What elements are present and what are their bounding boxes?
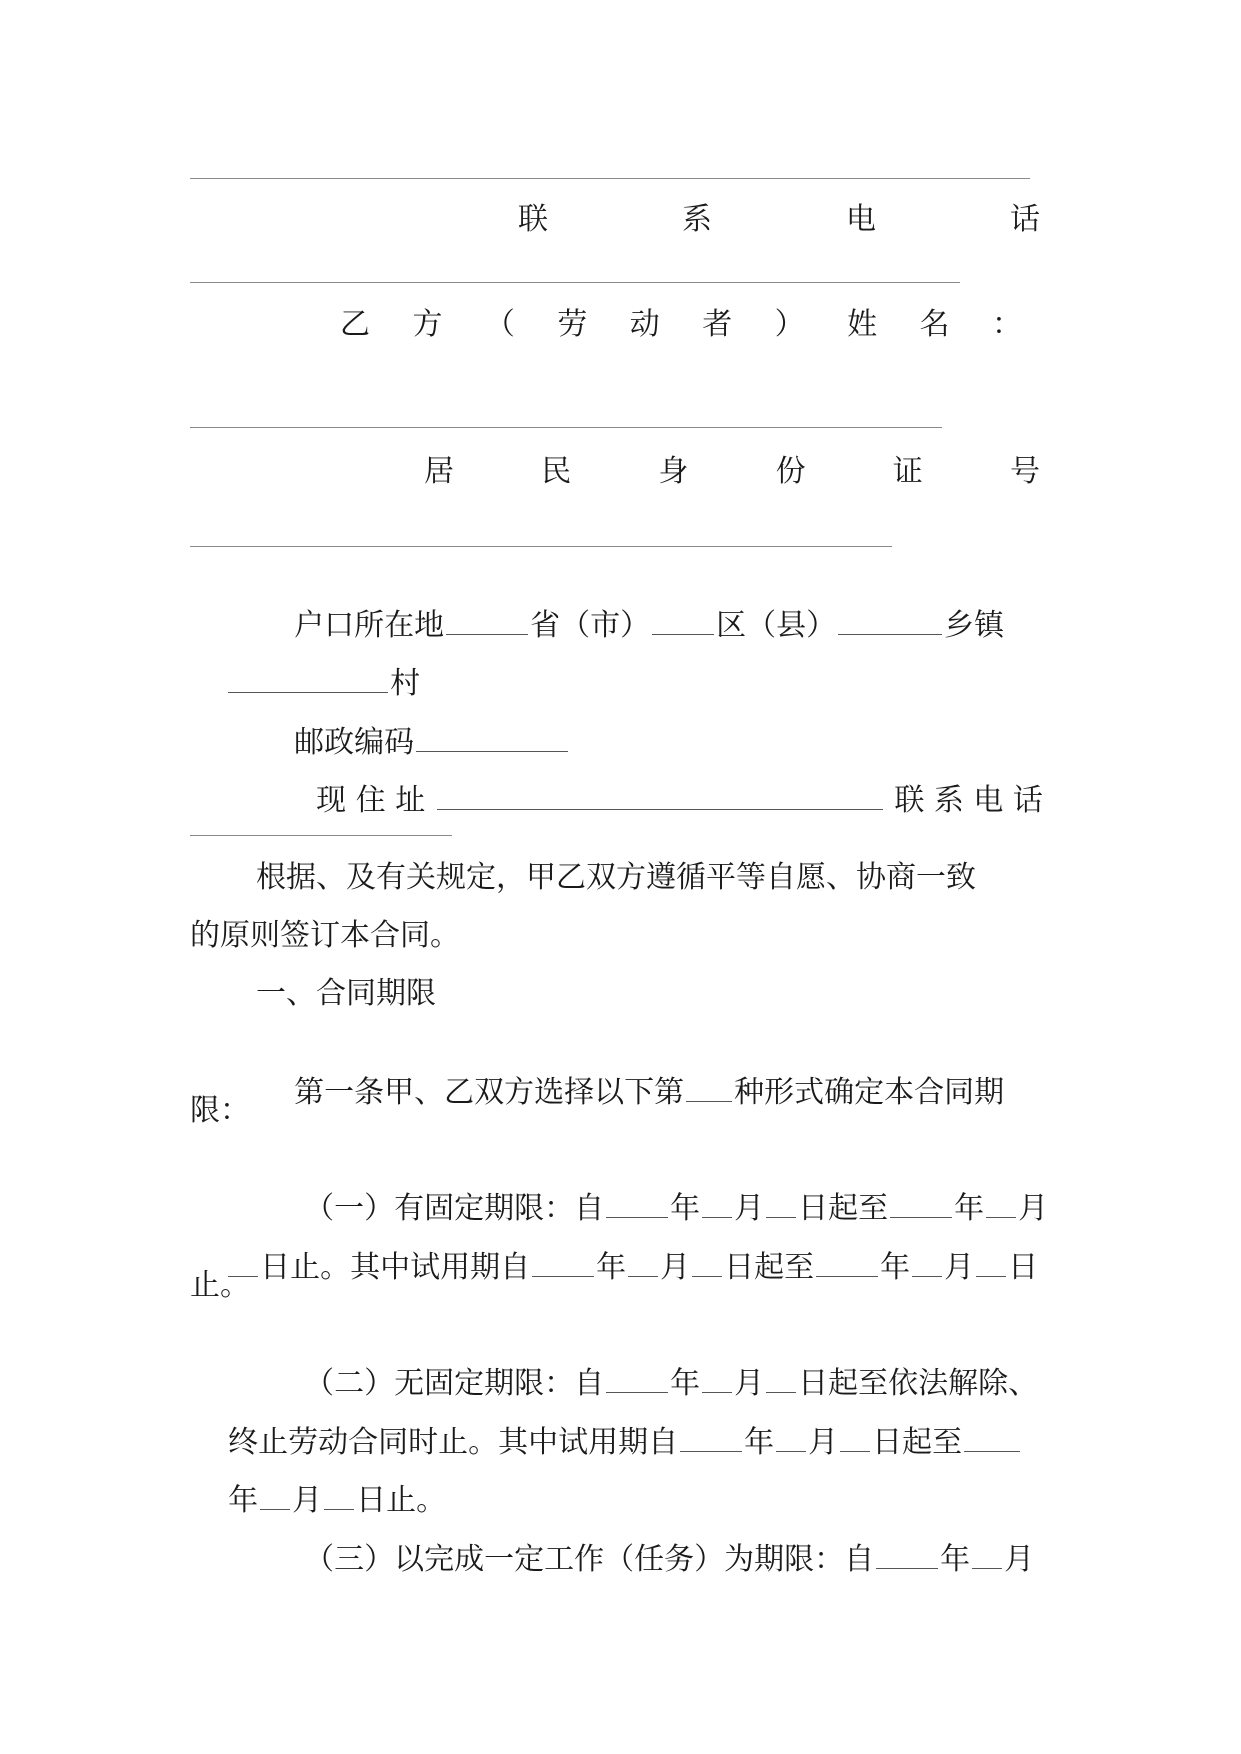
char: 名 <box>919 307 950 342</box>
year-label: 年 <box>596 1250 627 1285</box>
village-label: 村 <box>390 666 421 701</box>
hukou-label: 户口所在地 <box>294 608 445 643</box>
underline-rule <box>190 835 452 836</box>
fixed-term-line-2 <box>190 1208 1050 1285</box>
char: 话 <box>1010 202 1040 237</box>
char: 方 <box>412 307 443 342</box>
year-label: 年 <box>880 1250 911 1285</box>
underline-rule <box>190 282 960 283</box>
intro-line-2: 的原则签订本合同。 <box>190 918 460 953</box>
section-title: 一、合同期限 <box>256 976 436 1011</box>
fixed-term-line-3: 止。 <box>190 1268 250 1303</box>
article-1-line <box>256 1033 1046 1110</box>
start-year-field[interactable] <box>876 1540 938 1569</box>
contact-phone-line <box>518 200 1040 240</box>
year-label: 年 <box>670 1366 701 1401</box>
current-address-field[interactable] <box>437 781 883 810</box>
postal-code-line <box>256 683 1116 760</box>
char: 民 <box>541 454 572 489</box>
char: 系 <box>682 202 712 237</box>
year-label: 年 <box>744 1425 775 1460</box>
char: 身 <box>658 454 689 489</box>
char: 居 <box>424 454 454 489</box>
year-label: 年 <box>228 1483 259 1518</box>
char: 者 <box>702 307 733 342</box>
char: ） <box>774 307 805 342</box>
day-label: 日 <box>1008 1250 1039 1285</box>
day-from-label: 日起至 <box>872 1425 963 1460</box>
month-label: 月 <box>292 1483 323 1518</box>
char: 乙 <box>340 307 370 342</box>
article-1-prefix: 第一条甲、乙双方选择以下第 <box>294 1075 685 1110</box>
current-address-label: 现 住 址 <box>316 783 426 818</box>
month-label: 月 <box>944 1250 975 1285</box>
open-term-label: （二）无固定期限：自 <box>304 1366 605 1401</box>
year-label: 年 <box>670 1191 701 1226</box>
year-label: 年 <box>940 1542 971 1577</box>
id-number-line <box>424 452 1040 492</box>
open-term-line-3 <box>190 1441 1050 1518</box>
month-label: 月 <box>808 1425 839 1460</box>
intro-line-1: 根据、及有关规定，甲乙双方遵循平等自愿、协商一致 <box>256 860 976 895</box>
current-phone-label: 联 系 电 话 <box>894 783 1043 818</box>
year-label: 年 <box>954 1191 985 1226</box>
month-label: 月 <box>1018 1191 1049 1226</box>
open-term-line2-label: 终止劳动合同时止。其中试用期自 <box>228 1425 679 1460</box>
fixed-term-label: （一）有固定期限：自 <box>304 1191 605 1226</box>
village-line <box>190 624 1050 701</box>
probation-label: 其中试用期自 <box>350 1250 531 1285</box>
township-label: 乡镇 <box>944 608 1005 643</box>
province-label: 省（市） <box>530 608 651 643</box>
month-label: 月 <box>734 1191 765 1226</box>
char: 证 <box>892 454 923 489</box>
month-label: 月 <box>660 1250 691 1285</box>
underline-rule <box>190 546 892 547</box>
char: 电 <box>846 202 876 237</box>
party-b-name-line <box>340 305 1022 345</box>
day-from-label: 日起至 <box>724 1250 815 1285</box>
open-term-line-1 <box>266 1324 1056 1401</box>
current-address-line <box>278 741 1048 818</box>
char: 动 <box>629 307 660 342</box>
day-to-label: 日止。 <box>260 1250 351 1285</box>
char: 姓 <box>847 307 878 342</box>
underline-rule <box>190 427 942 428</box>
postal-code-label: 邮政编码 <box>294 725 415 760</box>
char: 号 <box>1009 454 1040 489</box>
task-term-label: （三）以完成一定工作（任务）为期限：自 <box>304 1542 875 1577</box>
char: ： <box>991 307 1022 342</box>
char: 劳 <box>557 307 588 342</box>
hukou-line <box>256 566 1046 643</box>
fixed-term-line-1 <box>266 1149 1049 1226</box>
char: （ <box>484 307 515 342</box>
char: 联 <box>518 202 548 237</box>
open-term-line-2 <box>190 1383 1050 1460</box>
char: 份 <box>775 454 806 489</box>
underline-rule <box>190 178 1030 179</box>
task-term-line-1 <box>266 1500 1056 1577</box>
day-from-label: 日起至 <box>798 1191 889 1226</box>
month-label: 月 <box>734 1366 765 1401</box>
end-label: 日止。 <box>356 1483 447 1518</box>
article-1-line-2: 限： <box>190 1093 250 1128</box>
start-month-field[interactable] <box>972 1540 1002 1569</box>
district-label: 区（县） <box>716 608 837 643</box>
month-label: 月 <box>1004 1542 1035 1577</box>
until-label: 日起至依法解除、 <box>798 1366 1039 1401</box>
article-1-suffix: 种形式确定本合同期 <box>734 1075 1005 1110</box>
